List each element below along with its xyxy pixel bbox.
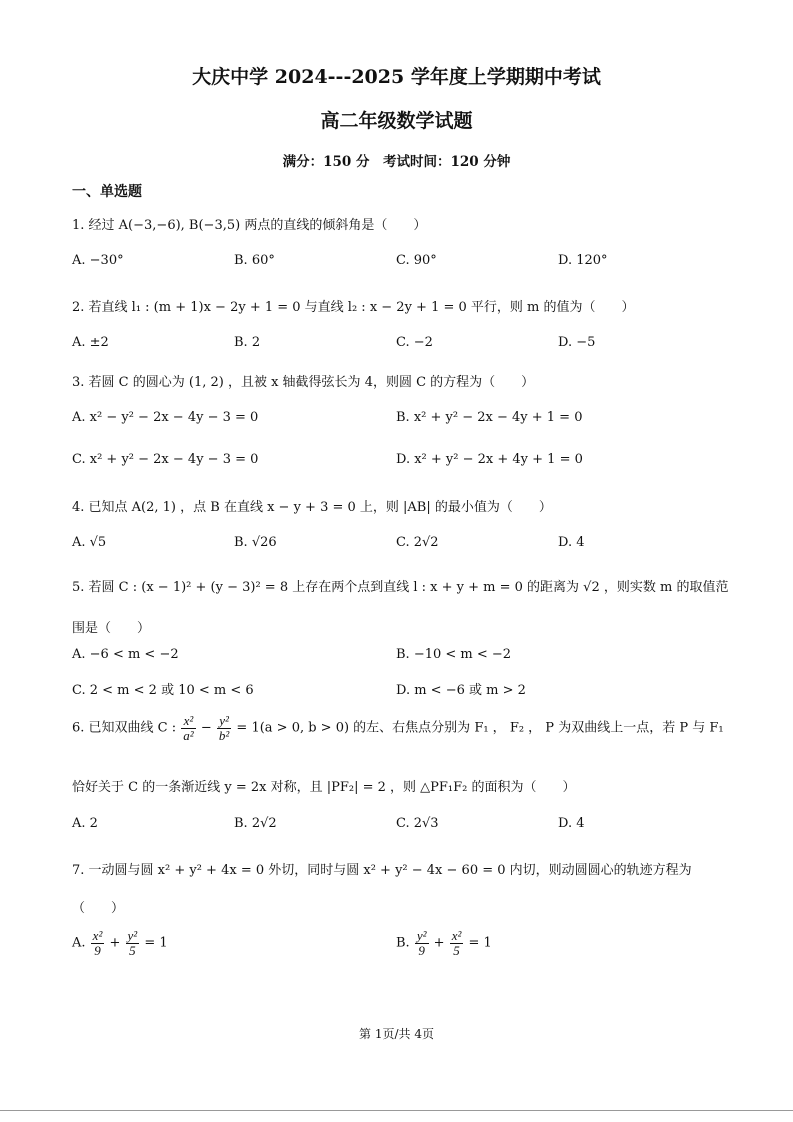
question-6-option-c: C. 2√3 <box>396 816 439 831</box>
exam-info: 满分：150 分 考试时间：120 分钟 <box>282 154 511 170</box>
question-1-option-b: B. 60° <box>234 253 275 268</box>
question-6-stem-cont: 恰好关于 C 的一条渐近线 y = 2x 对称，且 |PF₂| = 2 ，则 △PF₁F₂ 的面积为（ ） <box>72 780 576 795</box>
question-2-option-b: B. 2 <box>234 335 261 350</box>
question-5-option-d: D. m < −6 或 m > 2 <box>396 683 526 698</box>
question-7-option-a: A. $\frac{\text{x²}}{9}$ + $\frac{\text{y²}}{5}$ = 1 <box>72 928 168 958</box>
question-4-stem: 4. 已知点 A(2, 1) ，点 B 在直线 x − y + 3 = 0 上，则 |AB| 的最小值为（ ） <box>72 500 552 515</box>
question-1-stem: 1. 经过 A(−3,−6), B(−3,5) 两点的直线的倾斜角是（ ） <box>72 218 427 233</box>
question-5-stem: 5. 若圆 C : (x − 1)² + (y − 3)² = 8 上存在两个点到直线 l : x + y + m = 0 的距离为 √2 ，则实数 m 的取值范 <box>72 580 729 595</box>
question-6-stem-a: 6. 已知双曲线 C : <box>72 720 177 736</box>
question-1-option-c: C. 90° <box>396 253 437 268</box>
question-4-option-b: B. √26 <box>234 535 277 550</box>
question-3-stem: 3. 若圆 C 的圆心为 (1, 2) ，且被 x 轴截得弦长为 4，则圆 C 的方程为（ ） <box>72 375 535 390</box>
question-6-option-b: B. 2√2 <box>234 816 277 831</box>
question-3-option-c: C. x² + y² − 2x − 4y − 3 = 0 <box>72 452 259 467</box>
question-6-frac-2: $\frac{\text{y²}}{\text{b²}}$ <box>218 713 230 743</box>
question-7-stem-cont: （ ） <box>72 901 125 916</box>
question-4-option-a: A. √5 <box>72 535 107 550</box>
question-1-option-d: D. 120° <box>558 253 608 268</box>
question-6-stem-b: = 1(a > 0, b > 0) 的左、右焦点分别为 F₁ ， F₂ ， P 为双曲线上一点，若 P 与 F₁ <box>236 720 724 736</box>
section-title: 一、单选题 <box>72 184 142 200</box>
question-3-option-a: A. x² − y² − 2x − 4y − 3 = 0 <box>72 410 259 425</box>
exam-subtitle: 高二年级数学试题 <box>320 110 473 132</box>
question-2-option-a: A. ±2 <box>72 335 109 350</box>
question-1-option-a: A. −30° <box>72 253 124 268</box>
question-5-stem-cont: 围是（ ） <box>72 621 151 636</box>
question-2-option-c: C. −2 <box>396 335 433 350</box>
question-4-option-d: D. 4 <box>558 535 585 550</box>
question-6-stem: 6. 已知双曲线 C : $\frac{\text{x²}}{\text{a²}}$ − $\frac{\text{y²}}{\text{b²}}$ = 1(a > 0, b > 0) 的左、右焦点分别为 F₁ ， F₂ ， P 为双曲线上一点，若 P 与 F₁ <box>72 713 724 743</box>
question-5-option-b: B. −10 < m < −2 <box>396 647 512 662</box>
question-7-option-b: B. $\frac{\text{y²}}{9}$ + $\frac{\text{x²}}{5}$ = 1 <box>396 928 492 958</box>
question-3-option-d: D. x² + y² − 2x + 4y + 1 = 0 <box>396 452 583 467</box>
question-6-option-d: D. 4 <box>558 816 585 831</box>
question-5-option-a: A. −6 < m < −2 <box>72 647 179 662</box>
question-3-option-b: B. x² + y² − 2x − 4y + 1 = 0 <box>396 410 583 425</box>
question-4-option-c: C. 2√2 <box>396 535 439 550</box>
question-2-option-d: D. −5 <box>558 335 596 350</box>
page-bottom-divider <box>0 1110 793 1111</box>
page-footer: 第 1页/共 4页 <box>359 1027 434 1041</box>
question-5-option-c: C. 2 < m < 2 或 10 < m < 6 <box>72 683 254 698</box>
question-7-stem: 7. 一动圆与圆 x² + y² + 4x = 0 外切，同时与圆 x² + y² − 4x − 60 = 0 内切，则动圆圆心的轨迹方程为 <box>72 863 692 878</box>
question-6-frac-1: $\frac{\text{x²}}{\text{a²}}$ <box>183 713 194 743</box>
question-6-option-a: A. 2 <box>72 816 98 831</box>
question-2-stem: 2. 若直线 l₁ : (m + 1)x − 2y + 1 = 0 与直线 l₂ : x − 2y + 1 = 0 平行，则 m 的值为（ ） <box>72 300 635 315</box>
exam-title: 大庆中学 2024---2025 学年度上学期期中考试 <box>192 66 601 88</box>
